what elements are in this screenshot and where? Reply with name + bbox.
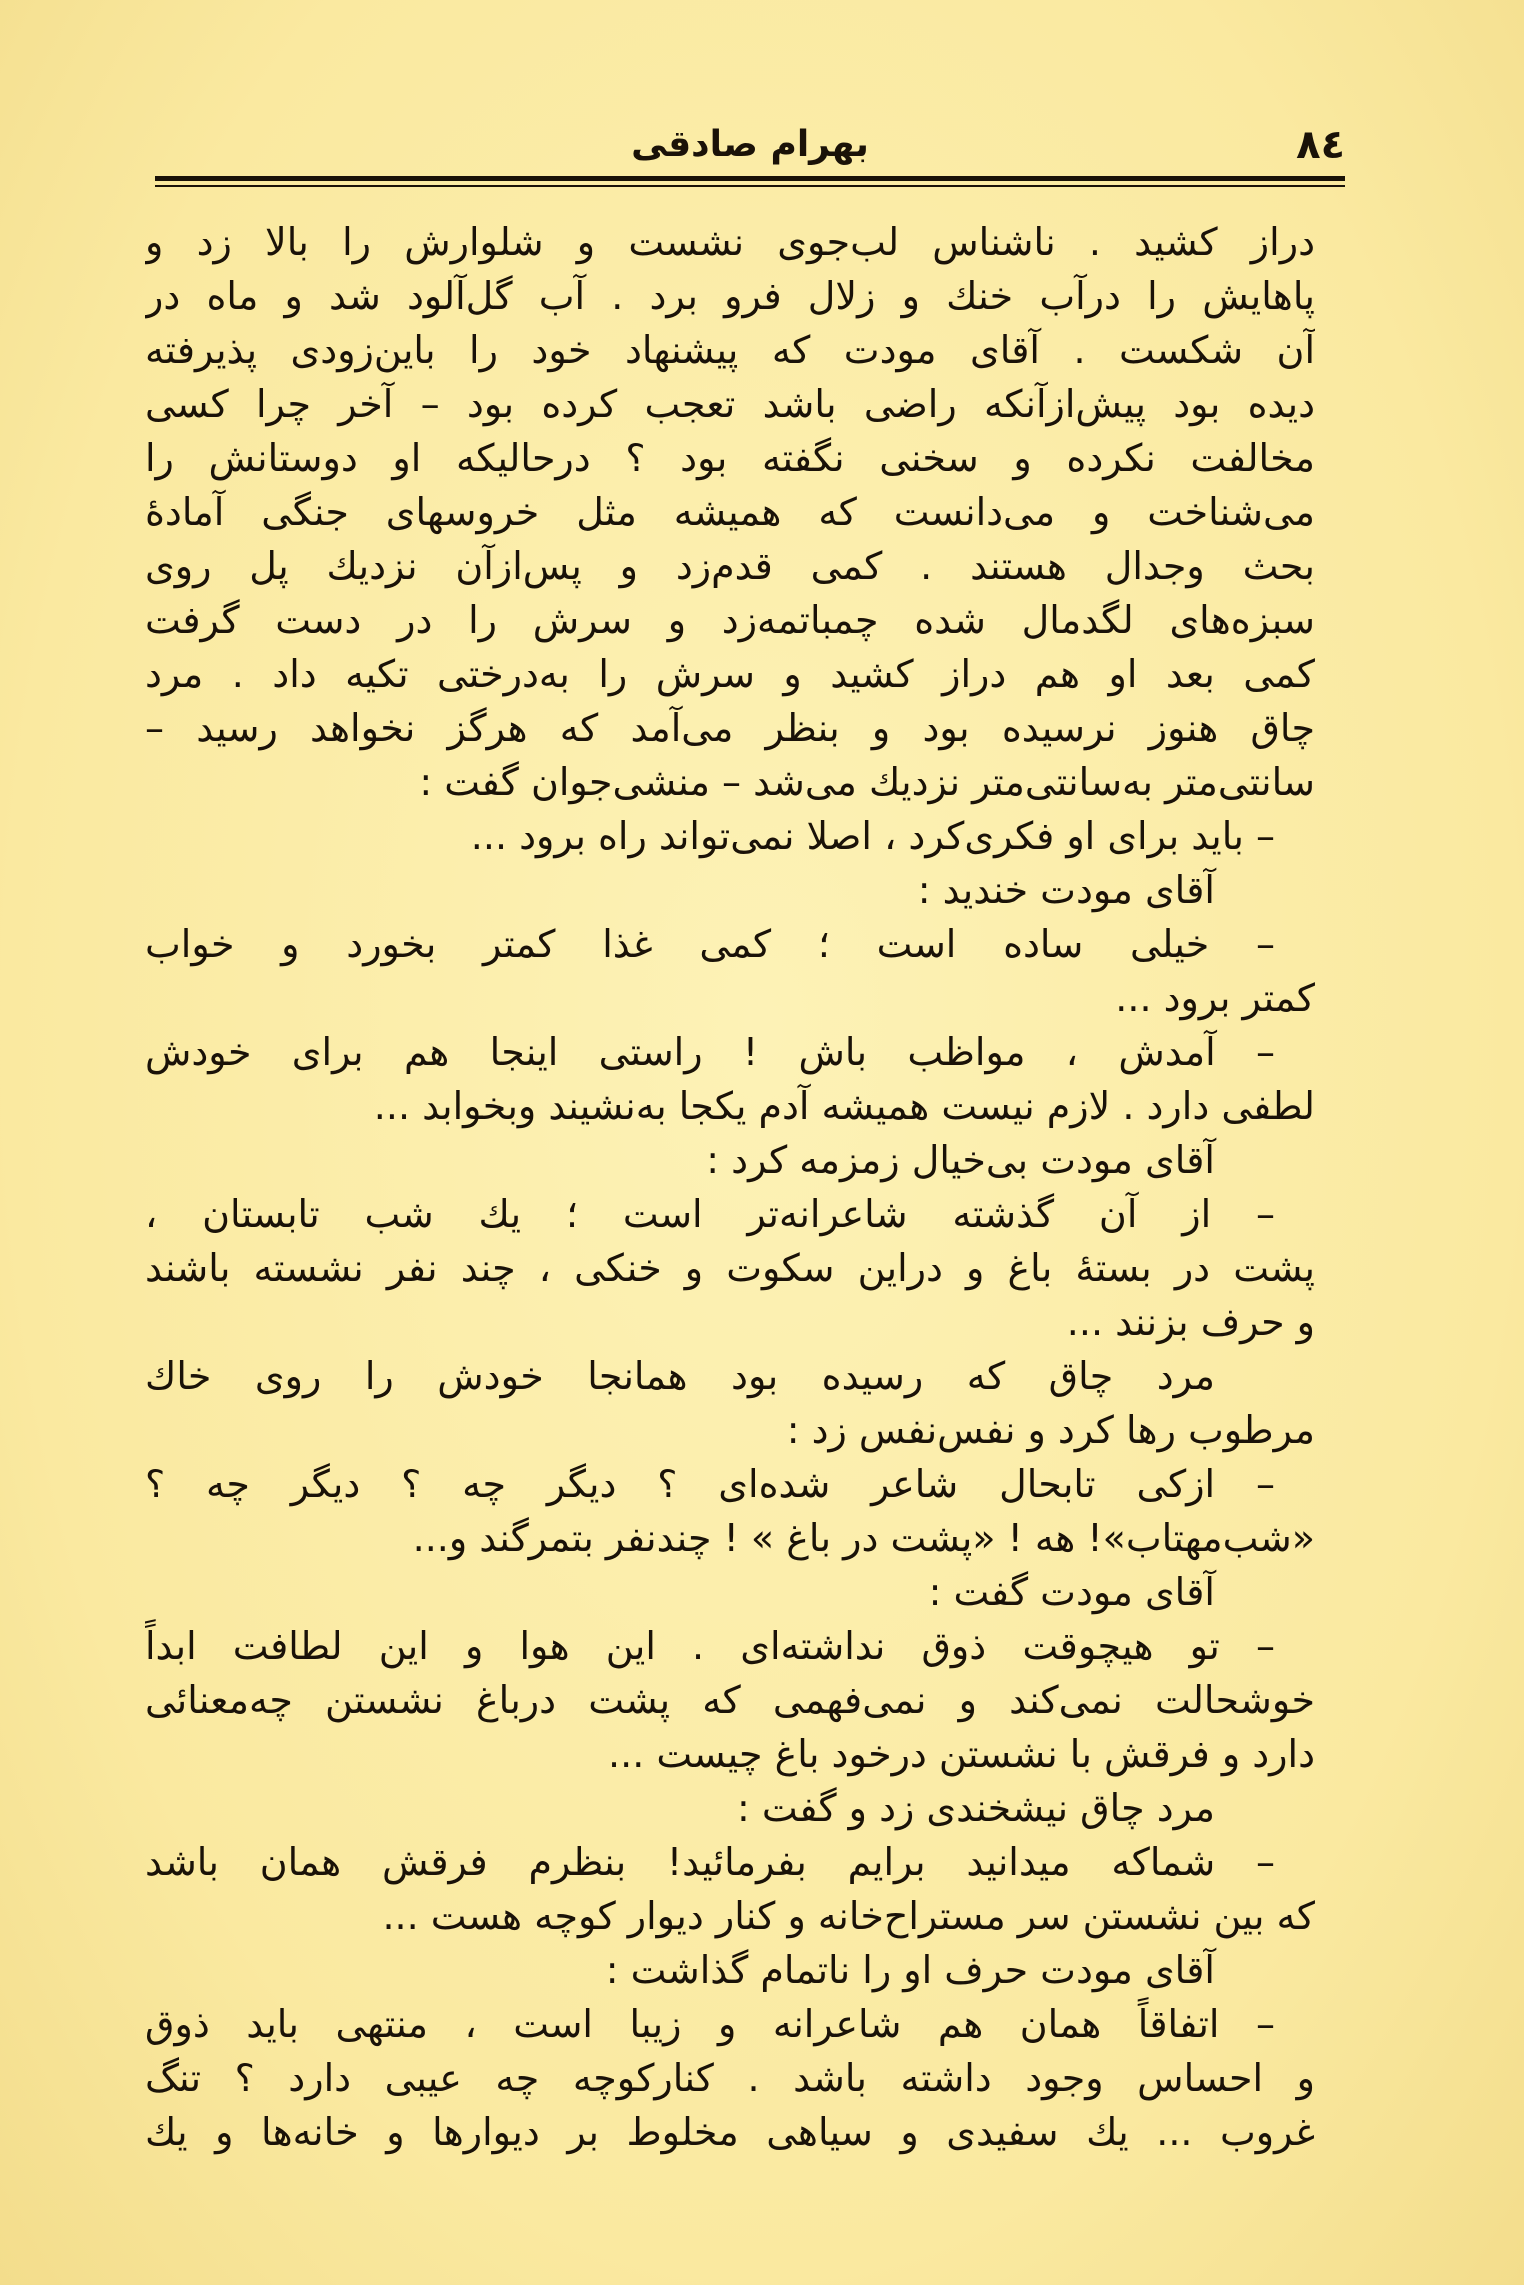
dialogue-line: – خیلی ساده است ؛ کمی غذا کمتر بخورد و خواب bbox=[145, 922, 1275, 966]
running-head-author: بهرام صادقی bbox=[631, 124, 869, 165]
header-rule-thin bbox=[155, 185, 1345, 187]
dialogue-line: – اتفاقاً همان هم شاعرانه و زیبا است ، منتهی باید ذوق bbox=[145, 2002, 1275, 2046]
text-line: آقای مودت خندید : bbox=[917, 868, 1215, 912]
text-line: مرد چاق نیشخندی زد و گفت : bbox=[737, 1786, 1215, 1830]
text-line: خوشحالت نمی‌کند و نمی‌فهمی که پشت درباغ نشستن چه‌معنائی bbox=[145, 1678, 1315, 1722]
text-line: غروب ... یك سفیدی و سیاهی مخلوط بر دیوارها و خانه‌ها و یك bbox=[145, 2110, 1315, 2154]
text-line: چاق هنوز نرسیده بود و بنظر می‌آمد که هرگز نخواهد رسید – bbox=[145, 706, 1315, 750]
text-line: آن شکست . آقای مودت که پیشنهاد خود را باین‌زودی پذیرفته bbox=[145, 328, 1315, 372]
text-line: لطفی دارد . لازم نیست همیشه آدم یکجا به‌نشیند وبخوابد ... bbox=[373, 1084, 1315, 1128]
body-text bbox=[145, 215, 1315, 2159]
text-line: دراز کشید . ناشناس لب‌جوی نشست و شلوارش را بالا زد و bbox=[145, 220, 1315, 264]
dialogue-line: – باید برای او فکری‌کرد ، اصلا نمی‌تواند راه برود ... bbox=[470, 814, 1275, 858]
text-line: سبزه‌های لگدمال شده چمباتمه‌زد و سرش را در دست گرفت bbox=[145, 598, 1315, 642]
text-line: مرطوب رها کرد و نفس‌نفس زد : bbox=[786, 1408, 1315, 1452]
text-line: پاهایش را درآب خنك و زلال فرو برد . آب گل‌آلود شد و ماه در bbox=[145, 274, 1315, 318]
header-rule-thick bbox=[155, 176, 1345, 181]
dialogue-line: – شماکه میدانید برایم بفرمائید! بنظرم فرقش همان باشد bbox=[145, 1840, 1275, 1884]
text-line: که بین نشستن سر مستراح‌خانه و کنار دیوار کوچه هست ... bbox=[382, 1894, 1315, 1938]
dialogue-line: – ازکی تابحال شاعر شده‌ای ؟ دیگر چه ؟ دیگر چه ؟ bbox=[145, 1462, 1275, 1506]
text-line: آقای مودت حرف او را ناتمام گذاشت : bbox=[605, 1948, 1215, 1992]
dialogue-line: – تو هیچوقت ذوق نداشته‌ای . این هوا و این لطافت ابداً bbox=[145, 1624, 1275, 1668]
text-line: دارد و فرقش با نشستن درخود باغ چیست ... bbox=[608, 1732, 1315, 1776]
page-number: ۸٤ bbox=[1296, 122, 1345, 168]
text-line: دیده بود پیش‌ازآنکه راضی باشد تعجب کرده بود – آخر چرا کسی bbox=[145, 382, 1315, 426]
page-header bbox=[155, 120, 1345, 170]
text-line: و احساس وجود داشته باشد . کنارکوچه چه عیبی دارد ؟ تنگ bbox=[145, 2056, 1315, 2100]
text-line: آقای مودت گفت : bbox=[928, 1570, 1215, 1614]
text-line: سانتی‌متر به‌سانتی‌متر نزدیك می‌شد – منشی‌جوان گفت : bbox=[419, 760, 1315, 804]
text-line: مخالفت نکرده و سخنی نگفته بود ؟ درحالیکه او دوستانش را bbox=[145, 436, 1315, 480]
text-line: کمی بعد او هم دراز کشید و سرش را به‌درختی تکیه داد . مرد bbox=[145, 652, 1315, 696]
text-line: و حرف بزنند ... bbox=[1066, 1300, 1315, 1344]
text-line: کمتر برود ... bbox=[1115, 976, 1315, 1020]
text-line: مرد چاق که رسیده بود همانجا خودش را روی خاك bbox=[145, 1354, 1215, 1398]
dialogue-line: – از آن گذشته شاعرانه‌تر است ؛ یك شب تابستان ، bbox=[145, 1192, 1275, 1236]
text-line: می‌شناخت و می‌دانست که همیشه مثل خروسهای جنگی آمادهٔ bbox=[145, 490, 1315, 534]
text-line: پشت در بستهٔ باغ و دراین سکوت و خنکی ، چند نفر نشسته باشند bbox=[145, 1246, 1315, 1290]
text-line: بحث وجدال هستند . کمی قدم‌زد و پس‌ازآن نزدیك پل روی bbox=[145, 544, 1315, 588]
dialogue-line: – آمدش ، مواظب باش ! راستی اینجا هم برای خودش bbox=[145, 1030, 1275, 1074]
text-line: «شب‌مهتاب»! هه ! «پشت در باغ » ! چندنفر بتمرگند و... bbox=[412, 1516, 1315, 1560]
text-line: آقای مودت بی‌خیال زمزمه کرد : bbox=[706, 1138, 1215, 1182]
